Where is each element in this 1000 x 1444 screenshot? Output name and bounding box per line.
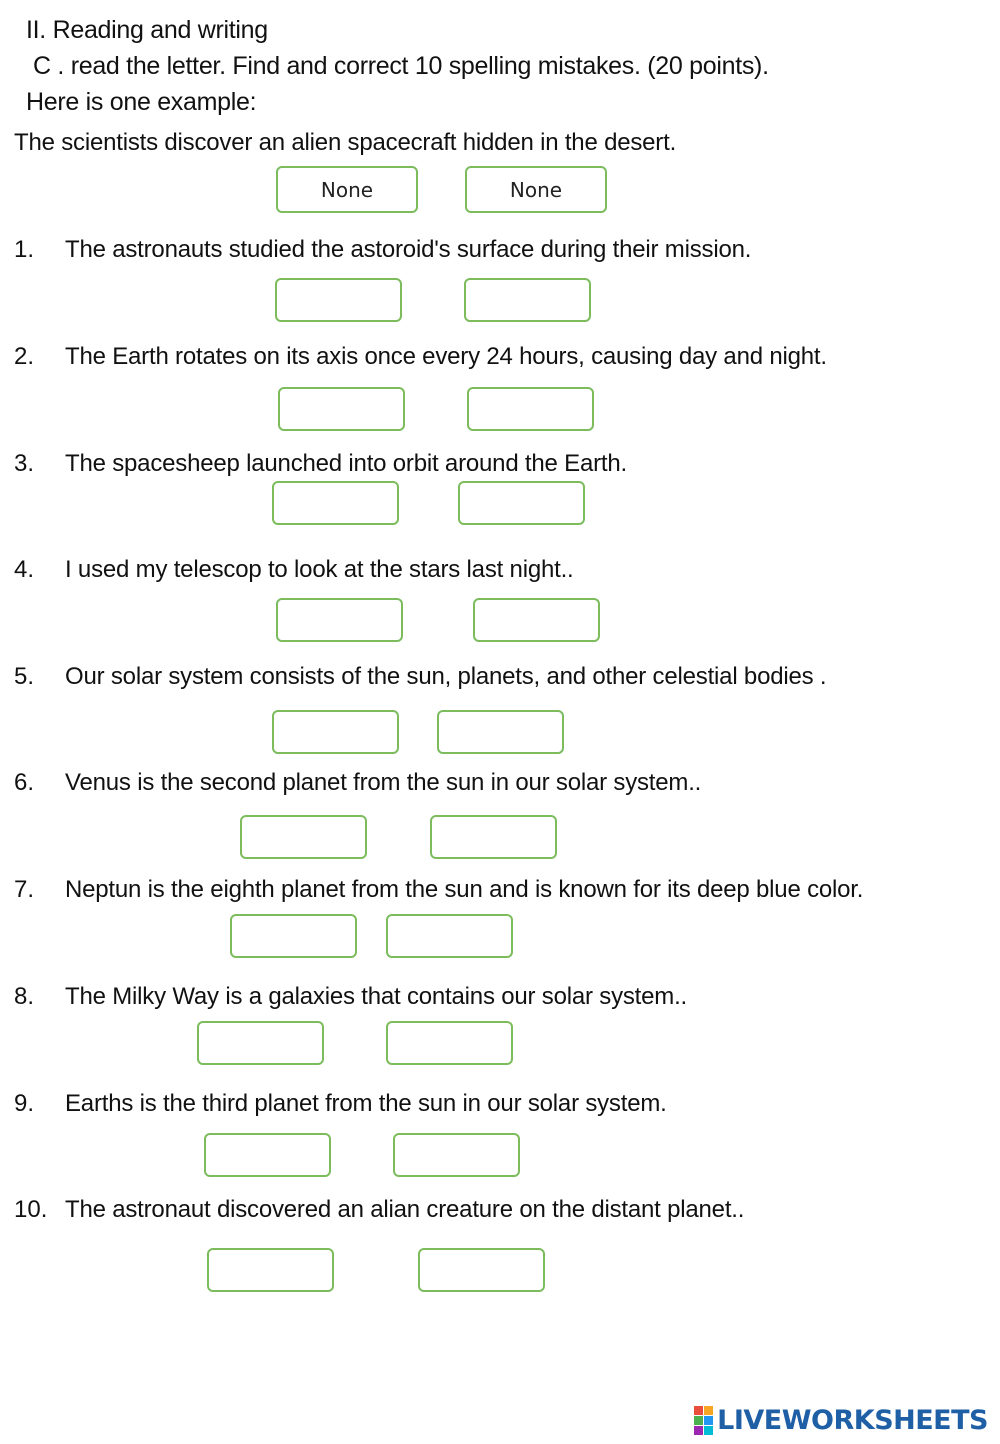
example-label: Here is one example: [26,88,257,116]
question-text: Our solar system consists of the sun, planets, and other celestial bodies . [65,663,827,690]
wrong-word-input[interactable] [197,1021,324,1065]
logo-square [704,1406,713,1415]
wrong-word-input[interactable] [276,598,403,642]
correct-word-input[interactable] [464,278,591,322]
question-number: 8. [14,983,35,1010]
question-number: 4. [14,556,35,583]
question-number: 7. [14,876,35,903]
correct-word-input[interactable] [467,387,594,431]
example-sentence: The scientists discover an alien spacecraft hidden in the desert. [14,129,677,156]
logo-square [694,1426,703,1435]
question-text: The astronauts studied the astoroid's surface during their mission. [65,236,752,263]
correct-word-input[interactable] [393,1133,520,1177]
question-text: The Milky Way is a galaxies that contains our solar system.. [65,983,688,1010]
question-number: 1. [14,236,35,263]
brand-name: LIVEWORKSHEETS [717,1404,988,1436]
question-number: 10. [14,1196,48,1223]
section-title: II. Reading and writing [26,16,268,44]
wrong-word-input[interactable] [207,1248,334,1292]
example-answer-box-2[interactable]: None [465,166,607,213]
wrong-word-input[interactable] [272,710,399,754]
question-number: 9. [14,1090,35,1117]
question-text: Earths is the third planet from the sun in our solar system. [65,1090,667,1117]
liveworksheets-logo-icon [694,1406,713,1435]
liveworksheets-logo [694,1404,988,1436]
logo-square [694,1406,703,1415]
question-text: The Earth rotates on its axis once every 24 hours, causing day and night. [65,343,827,370]
wrong-word-input[interactable] [278,387,405,431]
correct-word-input[interactable] [437,710,564,754]
wrong-word-input[interactable] [272,481,399,525]
correct-word-input[interactable] [386,1021,513,1065]
question-text: The astronaut discovered an alian creature on the distant planet.. [65,1196,745,1223]
question-number: 6. [14,769,35,796]
correct-word-input[interactable] [386,914,513,958]
correct-word-input[interactable] [473,598,600,642]
logo-square [704,1416,713,1425]
wrong-word-input[interactable] [275,278,402,322]
question-text: Neptun is the eighth planet from the sun and is known for its deep blue color. [65,876,864,903]
instruction: C . read the letter. Find and correct 10 spelling mistakes. (20 points). [33,52,769,80]
logo-square [704,1426,713,1435]
question-text: I used my telescop to look at the stars last night.. [65,556,574,583]
logo-square [694,1416,703,1425]
correct-word-input[interactable] [418,1248,545,1292]
question-number: 5. [14,663,35,690]
example-answer-box-1[interactable]: None [276,166,418,213]
question-number: 3. [14,450,35,477]
correct-word-input[interactable] [458,481,585,525]
correct-word-input[interactable] [430,815,557,859]
wrong-word-input[interactable] [230,914,357,958]
question-number: 2. [14,343,35,370]
question-text: Venus is the second planet from the sun in our solar system.. [65,769,702,796]
wrong-word-input[interactable] [204,1133,331,1177]
question-text: The spacesheep launched into orbit around the Earth. [65,450,627,477]
wrong-word-input[interactable] [240,815,367,859]
